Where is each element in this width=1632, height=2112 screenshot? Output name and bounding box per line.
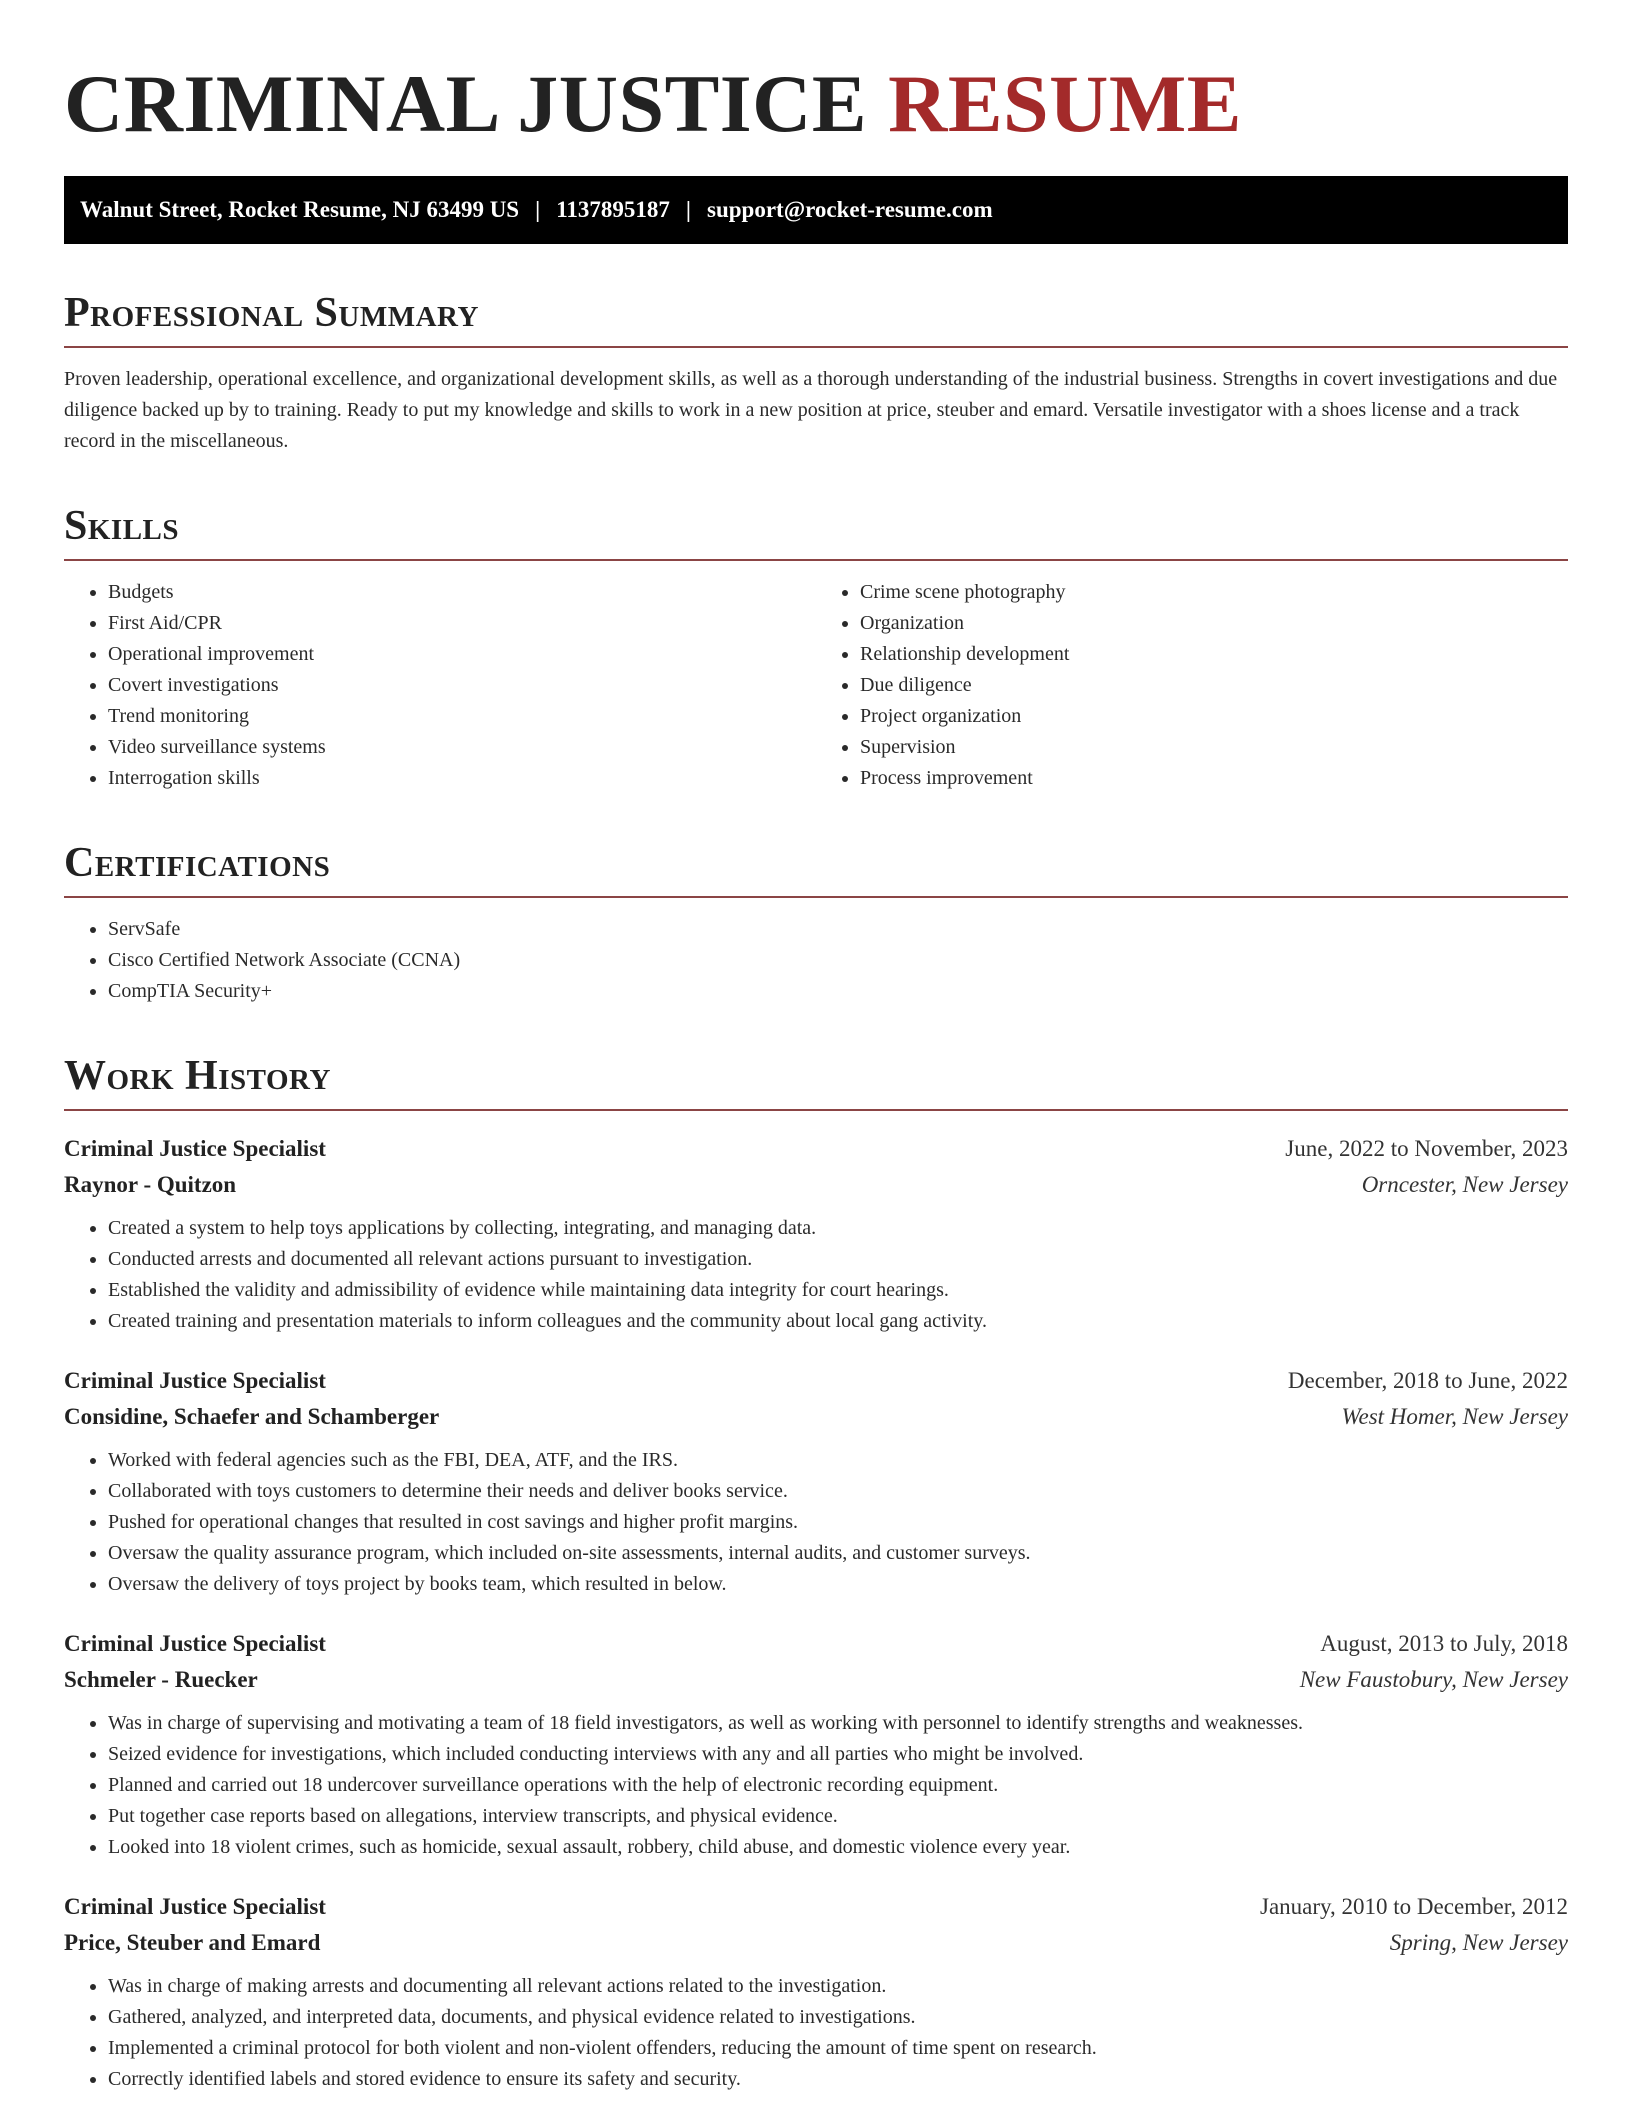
skill-item: • First Aid/CPR <box>108 608 816 639</box>
job-bullet: • Planned and carried out 18 undercover surveillance operations with the help of electronic recording equipment. <box>108 1770 1568 1801</box>
job-company-row <box>64 1925 1568 1961</box>
job-company: Price, Steuber and Emard <box>64 1930 321 1955</box>
contact-phone: 1137895187 <box>556 197 670 222</box>
skills-grid <box>64 577 1568 794</box>
job-company: Raynor - Quitzon <box>64 1172 237 1197</box>
certification-item: • Cisco Certified Network Associate (CCNA) <box>108 945 1568 976</box>
job-bullet: • Created training and presentation materials to inform colleagues and the community about local gang activity. <box>108 1306 1568 1337</box>
job-location: West Homer, New Jersey <box>1341 1404 1568 1429</box>
resume-title <box>64 56 1568 152</box>
skill-item: • Budgets <box>108 577 816 608</box>
job-company-row <box>64 1167 1568 1203</box>
certification-item: • CompTIA Security+ <box>108 976 1568 1007</box>
job-dates: August, 2013 to July, 2018 <box>1320 1631 1568 1656</box>
job-bullet: • Oversaw the quality assurance program, which included on-site assessments, internal audits, and customer surveys. <box>108 1538 1568 1569</box>
contact-bar <box>64 176 1568 244</box>
job-dates: December, 2018 to June, 2022 <box>1287 1368 1568 1393</box>
skill-item: • Trend monitoring <box>108 701 816 732</box>
job-bullet: • Seized evidence for investigations, which included conducting interviews with any and all parties who might be involved. <box>108 1739 1568 1770</box>
job-bullet: • Looked into 18 violent crimes, such as homicide, sexual assault, robbery, child abuse, and domestic violence every year. <box>108 1832 1568 1863</box>
job-title: Criminal Justice Specialist <box>64 1368 326 1393</box>
job-company: Considine, Schaefer and Schamberger <box>64 1404 440 1429</box>
job-header-row <box>64 1889 1568 1925</box>
work-history-heading: Work History <box>64 1051 1568 1111</box>
certifications-list <box>64 914 1568 1007</box>
contact-separator: | <box>535 197 541 222</box>
job-dates: June, 2022 to November, 2023 <box>1285 1136 1568 1161</box>
job-location: Orncester, New Jersey <box>1361 1172 1568 1197</box>
job-bullets <box>64 1708 1568 1863</box>
job-company-row <box>64 1399 1568 1435</box>
title-main: CRIMINAL JUSTICE <box>64 58 868 149</box>
job-bullet: • Correctly identified labels and stored evidence to ensure its safety and security. <box>108 2064 1568 2095</box>
job-bullet: • Established the validity and admissibility of evidence while maintaining data integrity for court hearings. <box>108 1275 1568 1306</box>
certifications-heading: Certifications <box>64 838 1568 898</box>
job-entry <box>64 1626 1568 1863</box>
skill-item: • Crime scene photography <box>860 577 1568 608</box>
contact-address: Walnut Street, Rocket Resume, NJ 63499 US <box>80 197 520 222</box>
skill-item: • Video surveillance systems <box>108 732 816 763</box>
skill-item: • Interrogation skills <box>108 763 816 794</box>
job-bullets <box>64 1213 1568 1337</box>
job-company: Schmeler - Ruecker <box>64 1667 258 1692</box>
skill-item: • Process improvement <box>860 763 1568 794</box>
job-bullet: • Pushed for operational changes that resulted in cost savings and higher profit margins. <box>108 1507 1568 1538</box>
job-bullets <box>64 1445 1568 1600</box>
summary-text: Proven leadership, operational excellence, and organizational development skills, as well as a thorough understanding of the industrial business. Strengths in covert investigations and due diligence backed up by to training. Ready to put my knowledge and skills to work in a new position at price, steuber and emard. Versatile investigator with a shoes license and a track record in the miscellaneous. <box>64 368 1558 452</box>
job-header-row <box>64 1363 1568 1399</box>
job-bullet: • Gathered, analyzed, and interpreted data, documents, and physical evidence related to investigations. <box>108 2002 1568 2033</box>
job-entry <box>64 1889 1568 2095</box>
job-title: Criminal Justice Specialist <box>64 1631 326 1656</box>
job-entry <box>64 1131 1568 1337</box>
skill-item: • Relationship development <box>860 639 1568 670</box>
job-bullet: • Was in charge of supervising and motivating a team of 18 field investigators, as well as working with personnel to identify strengths and weaknesses. <box>108 1708 1568 1739</box>
skill-item: • Operational improvement <box>108 639 816 670</box>
job-header-row <box>64 1131 1568 1167</box>
skills-list-right <box>816 577 1568 794</box>
job-bullet: • Conducted arrests and documented all relevant actions pursuant to investigation. <box>108 1244 1568 1275</box>
job-location: New Faustobury, New Jersey <box>1299 1667 1568 1692</box>
skills-list-left <box>64 577 816 794</box>
job-bullet: • Created a system to help toys applications by collecting, integrating, and managing data. <box>108 1213 1568 1244</box>
title-accent: RESUME <box>888 58 1242 149</box>
job-bullet: • Oversaw the delivery of toys project by books team, which resulted in below. <box>108 1569 1568 1600</box>
job-bullets <box>64 1971 1568 2095</box>
job-title: Criminal Justice Specialist <box>64 1894 326 1919</box>
skill-item: • Due diligence <box>860 670 1568 701</box>
skill-item: • Supervision <box>860 732 1568 763</box>
skill-item: • Covert investigations <box>108 670 816 701</box>
job-dates: January, 2010 to December, 2012 <box>1260 1894 1568 1919</box>
job-bullet: • Worked with federal agencies such as the FBI, DEA, ATF, and the IRS. <box>108 1445 1568 1476</box>
skill-item: • Project organization <box>860 701 1568 732</box>
skills-heading: Skills <box>64 501 1568 561</box>
certification-item: • ServSafe <box>108 914 1568 945</box>
job-header-row <box>64 1626 1568 1662</box>
job-bullet: • Collaborated with toys customers to determine their needs and deliver books service. <box>108 1476 1568 1507</box>
job-bullet: • Put together case reports based on allegations, interview transcripts, and physical evidence. <box>108 1801 1568 1832</box>
job-location: Spring, New Jersey <box>1389 1930 1568 1955</box>
skill-item: • Organization <box>860 608 1568 639</box>
job-bullet: • Was in charge of making arrests and documenting all relevant actions related to the investigation. <box>108 1971 1568 2002</box>
job-company-row <box>64 1662 1568 1698</box>
summary-heading: Professional Summary <box>64 288 1568 348</box>
job-bullet: • Implemented a criminal protocol for both violent and non-violent offenders, reducing the amount of time spent on research. <box>108 2033 1568 2064</box>
contact-separator: | <box>685 197 691 222</box>
job-title: Criminal Justice Specialist <box>64 1136 326 1161</box>
job-entry <box>64 1363 1568 1600</box>
contact-email[interactable]: support@rocket-resume.com <box>707 197 993 222</box>
